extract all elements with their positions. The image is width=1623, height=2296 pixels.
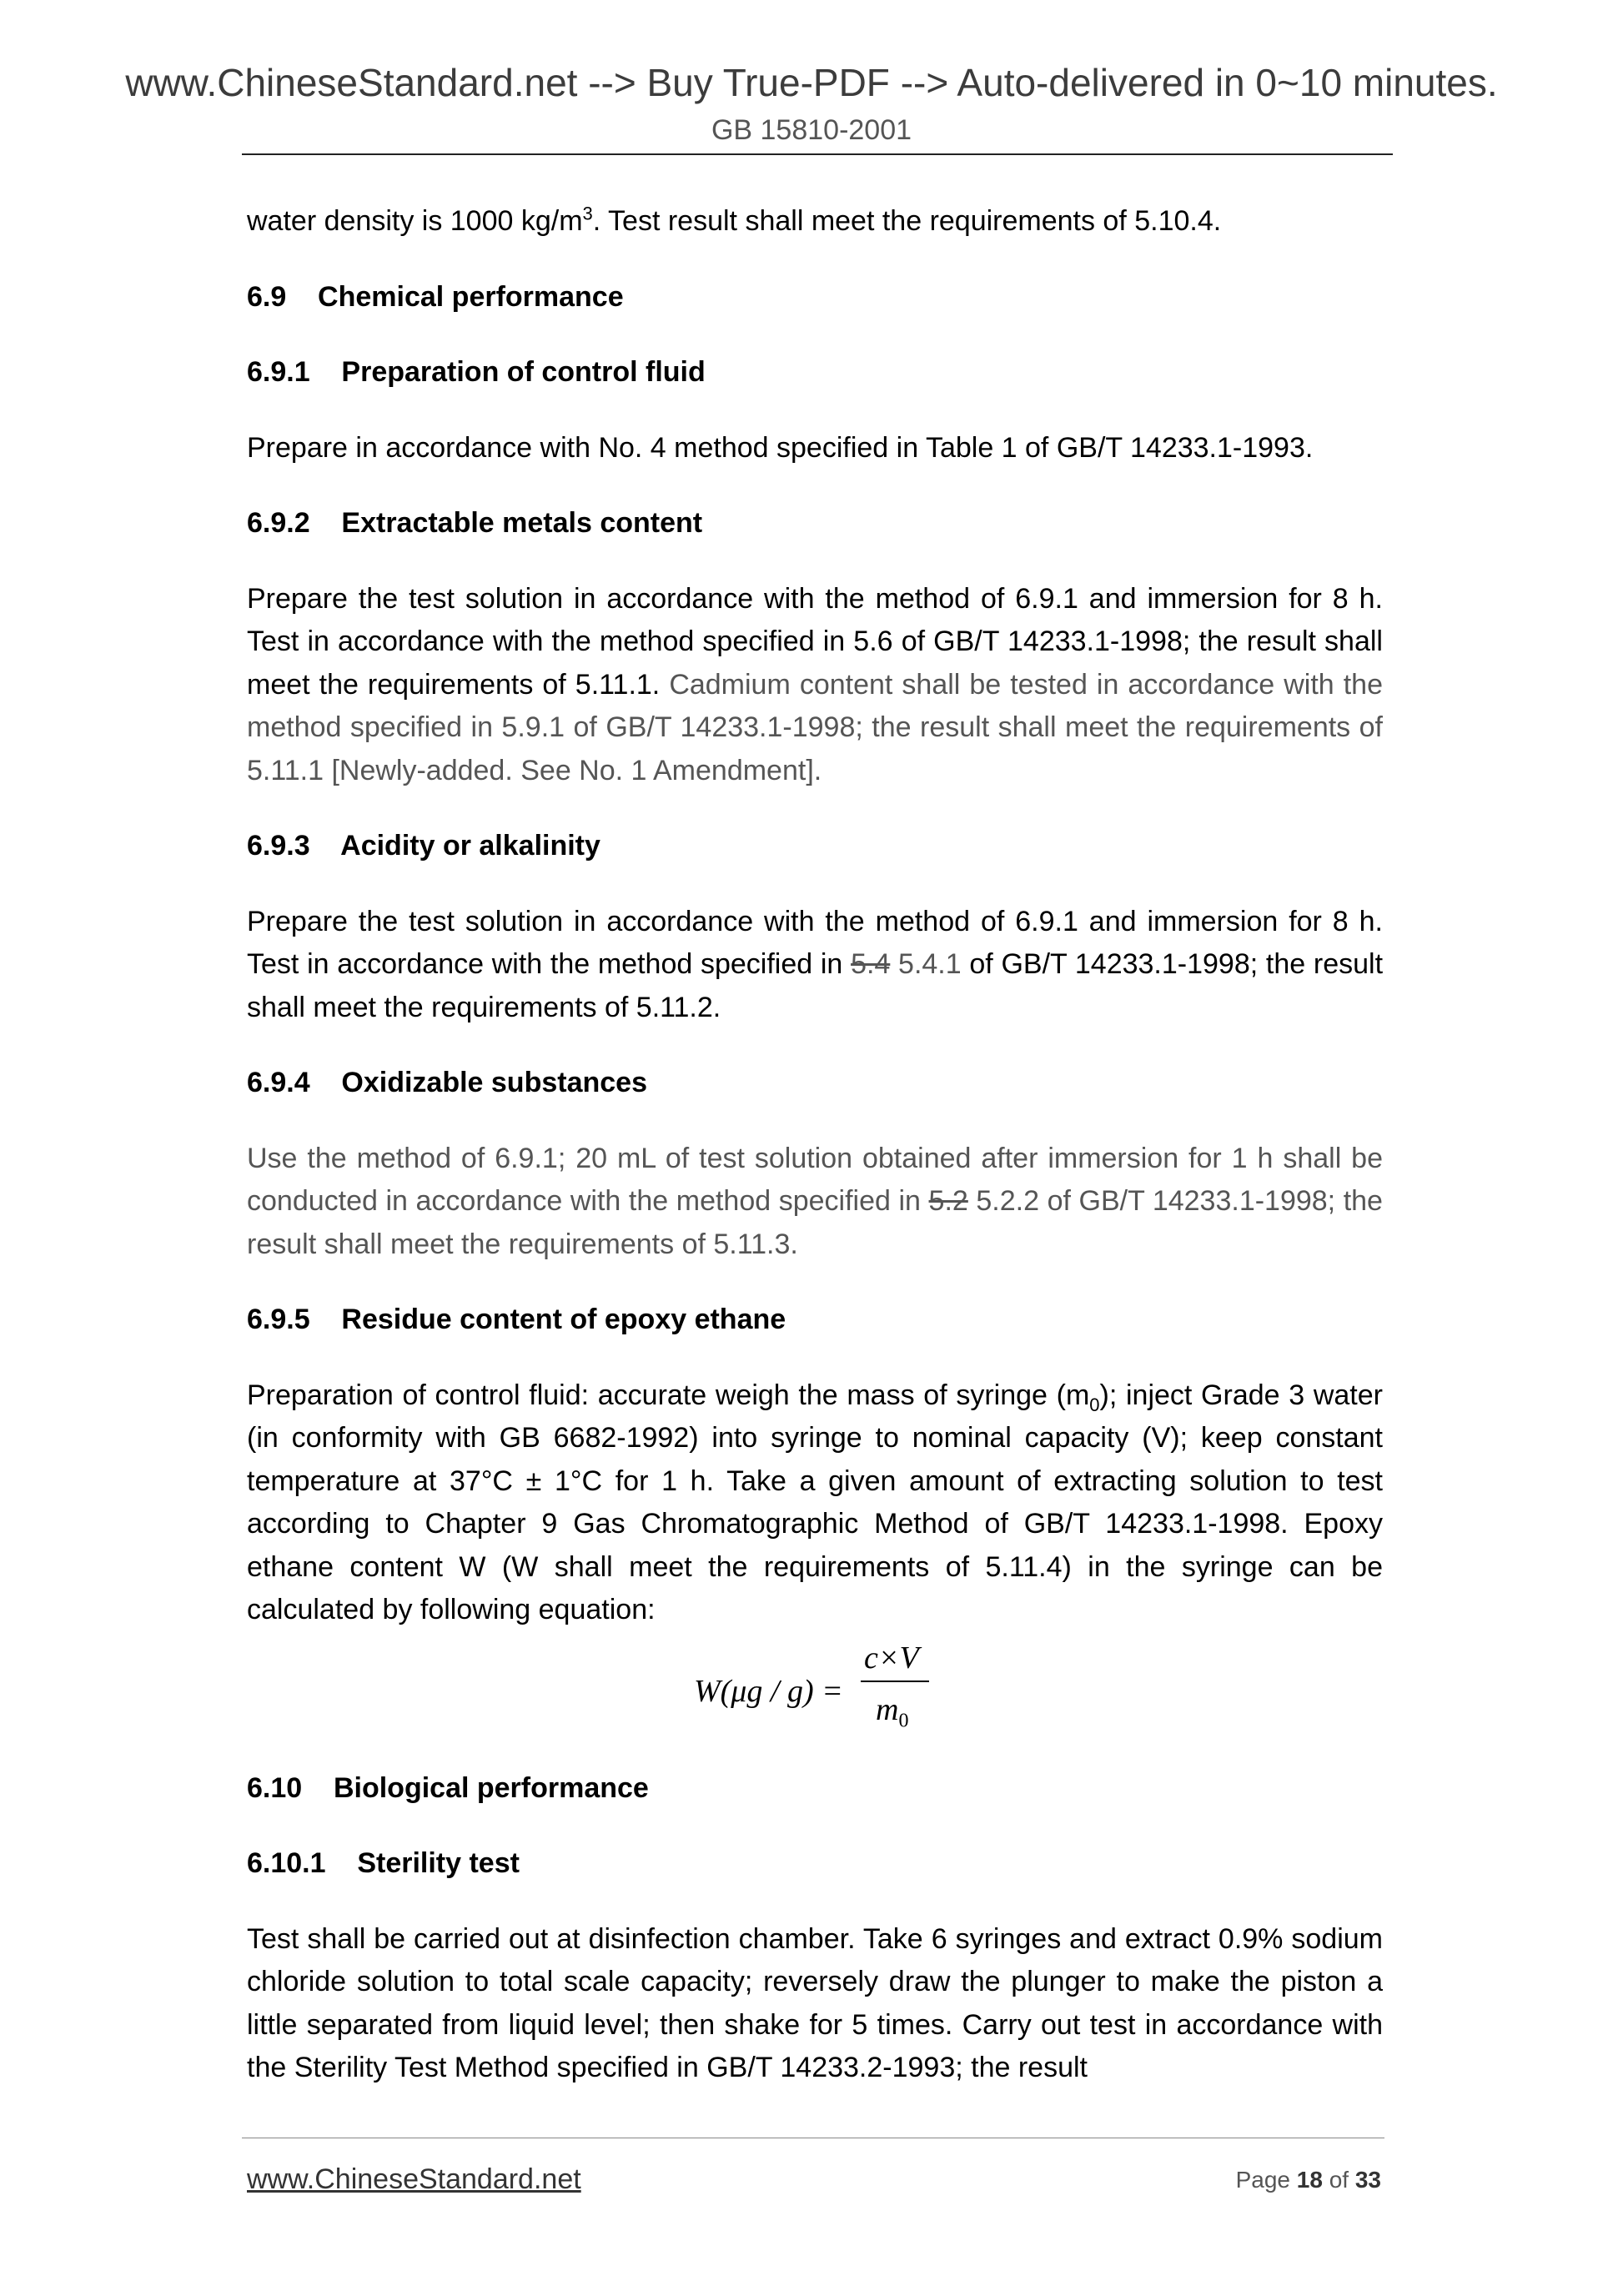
amended-reference: 5.4.1 (898, 948, 962, 980)
paragraph-6-10-1: Test shall be carried out at disinfection chamber. Take 6 syringes and extract 0.9% sodium chloride solution to total scale capacity; reversely draw the plunger to make the piston a little separated from liquid level; then shake for 5 times. Carry out test in accordance with the Sterility Test Method specified in GB/T 14233.2-1993; the result (247, 1922, 1383, 2083)
amendment-text: Cadmium content shall be tested in accordance with the method specified in 5.9.1 of GB/T 14233.1-1998; the result shall meet the requirements of 5.11.1 [Newly-added. See No. 1 Amendment]. (247, 668, 1383, 786)
footer-site-link[interactable]: www.ChineseStandard.net (247, 2163, 581, 2195)
standard-code: GB 15810-2001 (711, 114, 912, 146)
formula-lhs: W(μg / g) = (694, 1673, 843, 1709)
header-rule (242, 153, 1393, 155)
struck-reference: 5.2 (928, 1185, 968, 1217)
paragraph-6-9-2: Prepare the test solution in accordance with the method of 6.9.1 and immersion for 8 h. Test in accordance with the method specified in 5.6 of GB/T 14233.1-1998; the result shall meet the requirements of 5.11.1. Cadmium content shall be tested in accordance with the method specified in 5.9.1 of GB/T 14233.1-1998; the result shall meet the requirements of 5.11.1 [Newly-added. See No. 1 Amendment]. (247, 582, 1383, 786)
epoxy-ethane-formula (247, 1637, 1383, 1746)
document-body (247, 200, 1383, 2090)
struck-reference: 5.4 (851, 948, 891, 980)
heading-6-9-4: 6.9.4 Oxidizable substances (247, 1067, 647, 1098)
heading-6-9-3: 6.9.3 Acidity or alkalinity (247, 830, 600, 862)
site-banner: www.ChineseStandard.net --> Buy True-PDF --> Auto-delivered in 0~10 minutes. (125, 61, 1498, 104)
heading-6-10-1: 6.10.1 Sterility test (247, 1847, 520, 1879)
heading-6-9-2: 6.9.2 Extractable metals content (247, 507, 703, 539)
paragraph-6-9-4: Use the method of 6.9.1; 20 mL of test solution obtained after immersion for 1 h shall be conducted in accordance with the method specified in 5.2 5.2.2 of GB/T 14233.1-1998; the result shall meet the requirements of 5.11.3. (247, 1142, 1383, 1260)
page-number: Page 18 of 33 (1235, 2167, 1381, 2193)
intro-paragraph: water density is 1000 $kg/m^3$. Test result shall meet the requirements of 5.10.4. (247, 203, 1222, 237)
fraction-bar (861, 1681, 929, 1682)
heading-6-9-1: 6.9.1 Preparation of control fluid (247, 356, 706, 388)
formula-denominator: $m_0$ (876, 1691, 909, 1732)
heading-6-10: 6.10 Biological performance (247, 1771, 649, 1804)
formula-numerator: c×V (864, 1640, 919, 1676)
heading-6-9: 6.9 Chemical performance (247, 280, 624, 313)
heading-6-9-5: 6.9.5 Residue content of epoxy ethane (247, 1304, 786, 1335)
paragraph-6-9-5: Preparation of control fluid: accurate weigh the mass of syringe $(m_0)$; inject Grade 3 water (in conformity with GB 6682-1992) into syringe to nominal capacity (V); keep constant temperature at 37°C ± 1°C for 1 h. Take a given amount of extracting solution to test according to Chapter 9 Gas Chromatographic Method of GB/T 14233.1-1998. Epoxy ethane content W (W shall meet the requirements of 5.11.4) in the syringe can be calculated by following equation: (247, 1379, 1383, 1625)
paragraph-6-9-3: Prepare the test solution in accordance with the method of 6.9.1 and immersion for 8 h. Test in accordance with the method specified in 5.4 5.4.1 of GB/T 14233.1-1998; the result shall meet the requirements of 5.11.2. (247, 905, 1384, 1023)
paragraph-6-9-1: Prepare in accordance with No. 4 method specified in Table 1 of GB/T 14233.1-1993. (247, 431, 1314, 464)
